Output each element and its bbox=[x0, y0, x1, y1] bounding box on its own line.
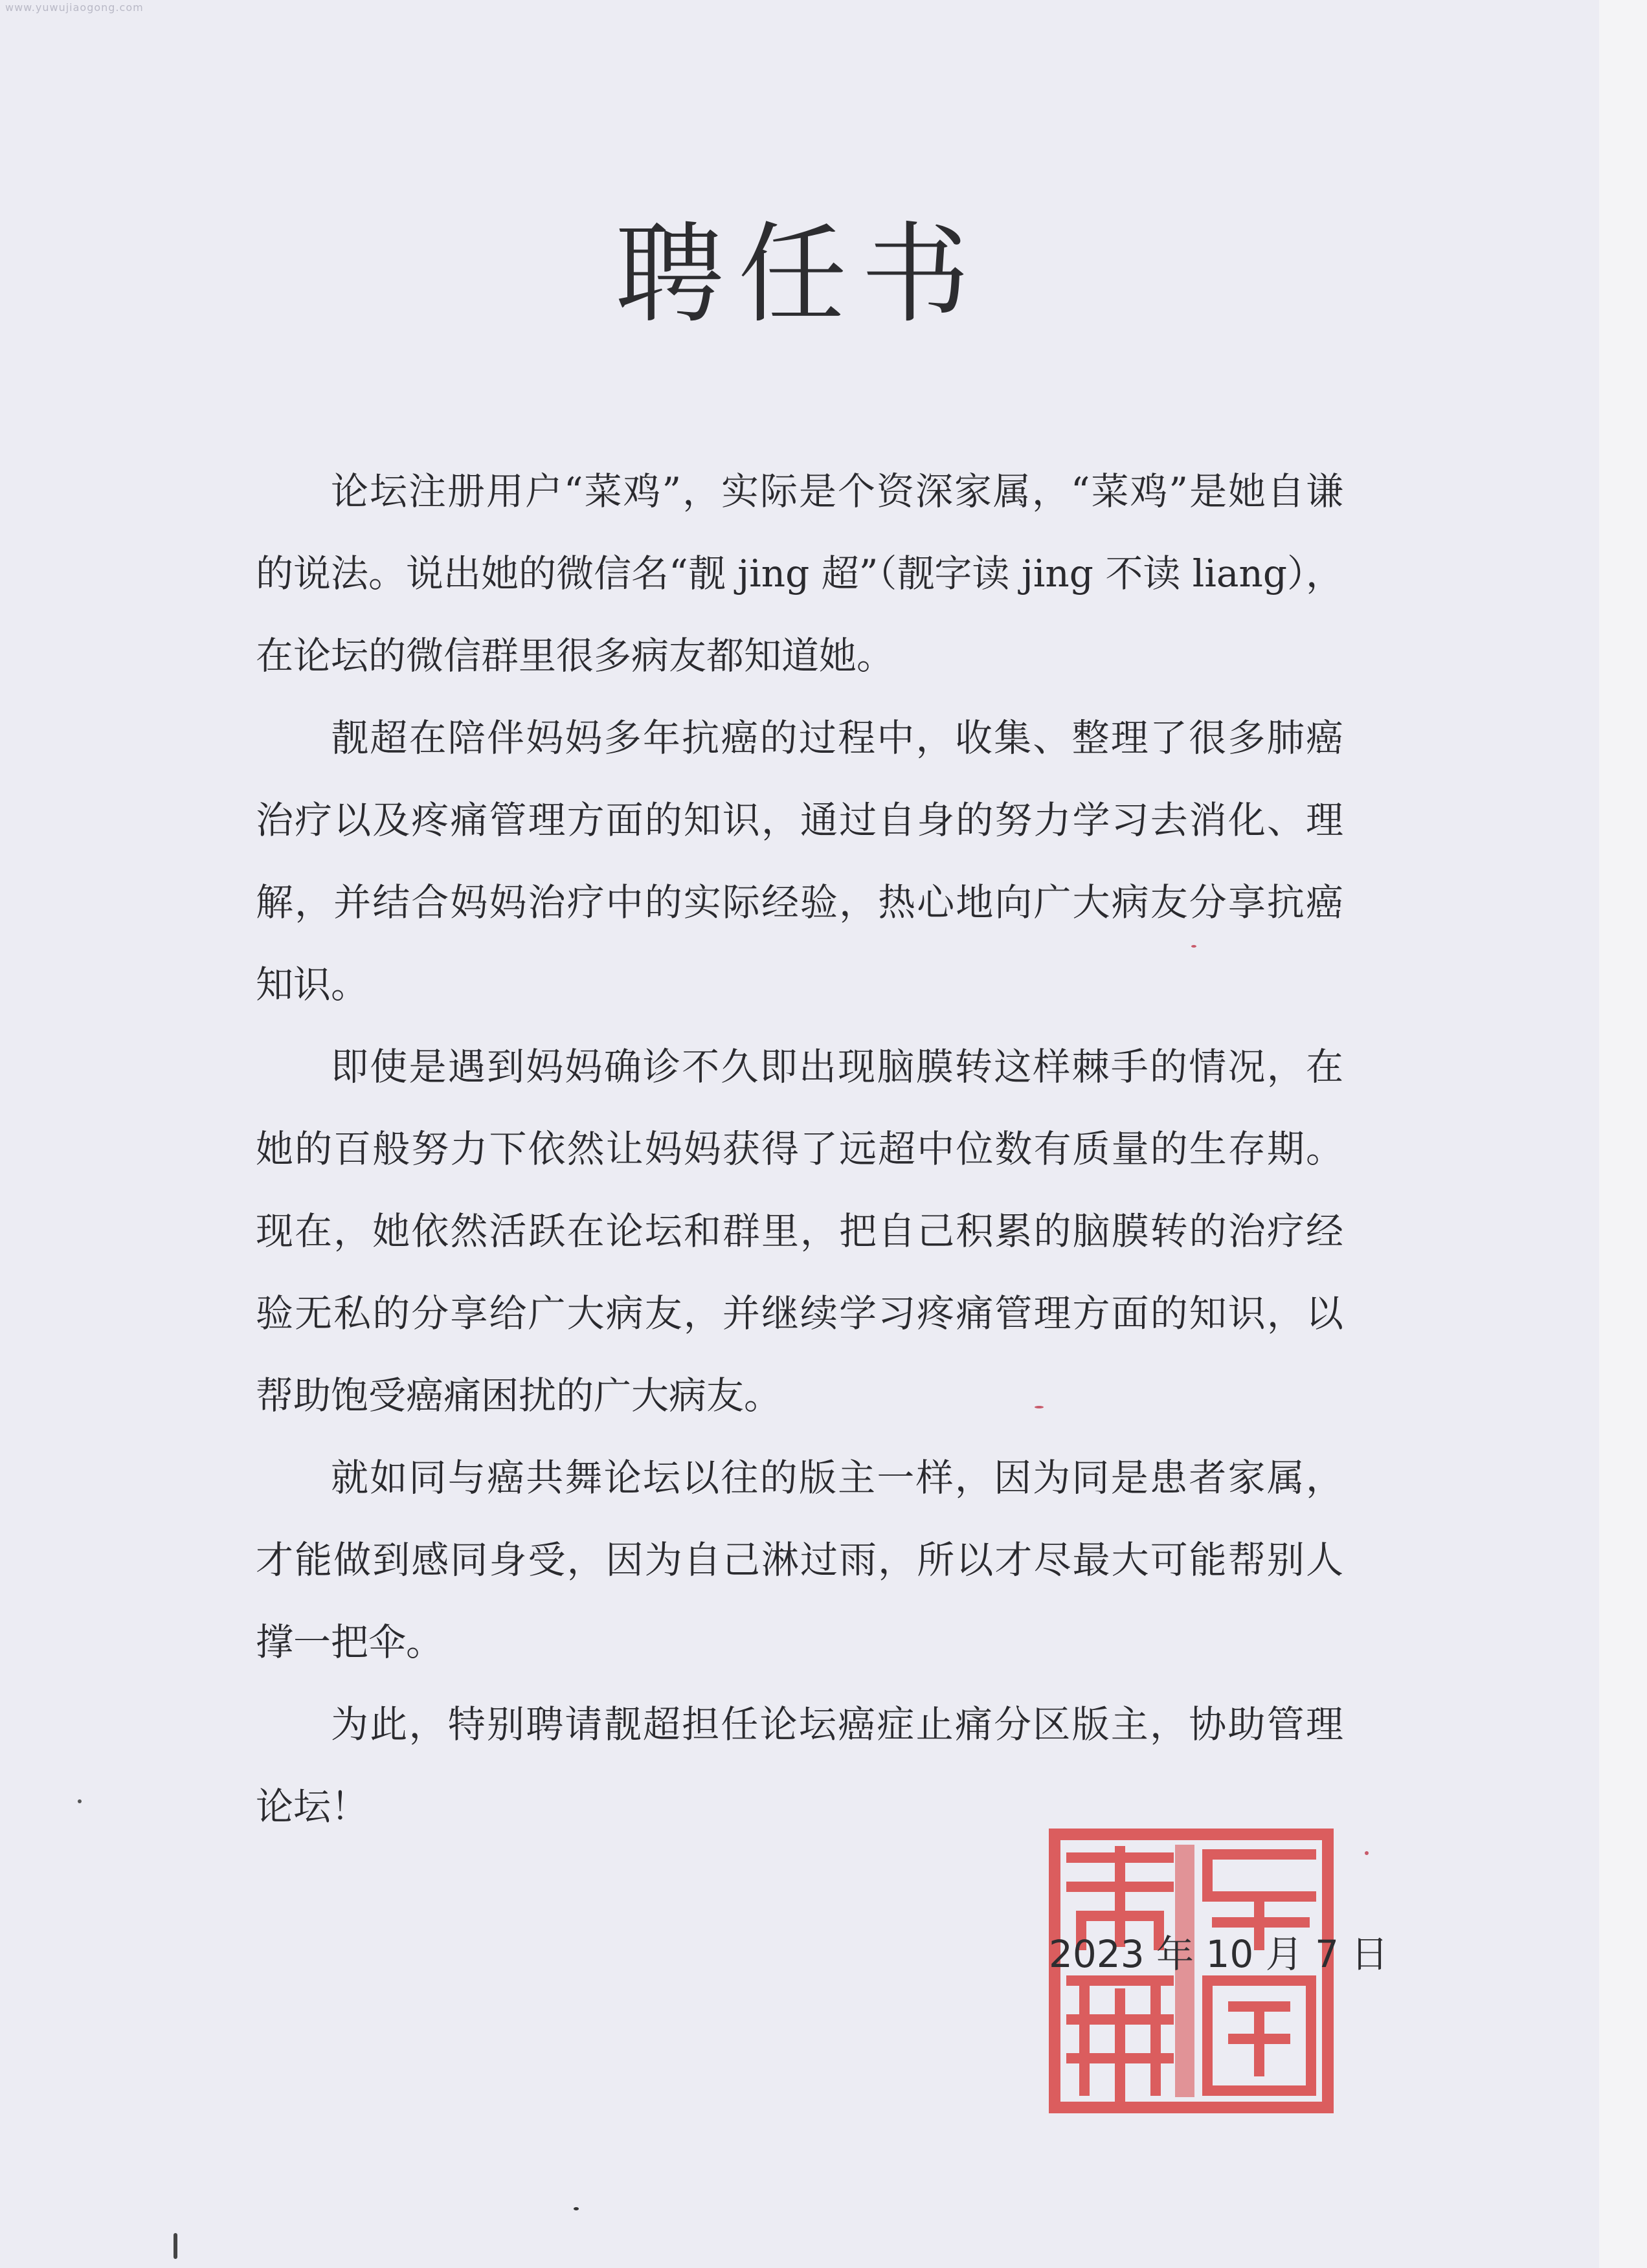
scan-speck bbox=[1365, 1851, 1369, 1855]
paragraph-5: 为此，特别聘请靓超担任论坛癌症止痛分区版主，协助管理论坛！ bbox=[256, 1702, 1343, 1829]
watermark-url: www.yuwujiaogong.com bbox=[5, 1, 144, 14]
document-title: 聘任书 bbox=[615, 211, 984, 338]
scan-speck bbox=[174, 2233, 177, 2259]
scan-speck bbox=[78, 1799, 82, 1803]
scan-edge-strip bbox=[1599, 0, 1647, 2268]
scan-speck bbox=[574, 2207, 579, 2210]
document-date: 2023 年 10 月 7 日 bbox=[1049, 1932, 1389, 1976]
paragraph-1: 论坛注册用户“菜鸡”，实际是个资深家属，“菜鸡”是她自谦的说法。说出她的微信名“靓 jing 超”（靓字读 jing 不读 liang），在论坛的微信群里很多病友都知道她。 bbox=[256, 469, 1343, 678]
scan-speck bbox=[1191, 945, 1196, 948]
paragraph-4: 就如同与癌共舞论坛以往的版主一样，因为同是患者家属，才能做到感同身受，因为自己淋过雨，所以才尽最大可能帮别人撑一把伞。 bbox=[256, 1456, 1343, 1664]
document-body bbox=[256, 450, 1343, 1848]
paragraph-3: 即使是遇到妈妈确诊不久即出现脑膜转这样棘手的情况，在她的百般努力下依然让妈妈获得了远超中位数有质量的生存期。现在，她依然活跃在论坛和群里，把自己积累的脑膜转的治疗经验无私的分享给广大病友，并继续学习疼痛管理方面的知识，以帮助饱受癌痛困扰的广大病友。 bbox=[256, 1045, 1343, 1418]
paragraph-2: 靓超在陪伴妈妈多年抗癌的过程中，收集、整理了很多肺癌治疗以及疼痛管理方面的知识，通过自身的努力学习去消化、理解，并结合妈妈治疗中的实际经验，热心地向广大病友分享抗癌知识。 bbox=[256, 716, 1343, 1006]
scan-speck bbox=[1035, 1406, 1044, 1408]
